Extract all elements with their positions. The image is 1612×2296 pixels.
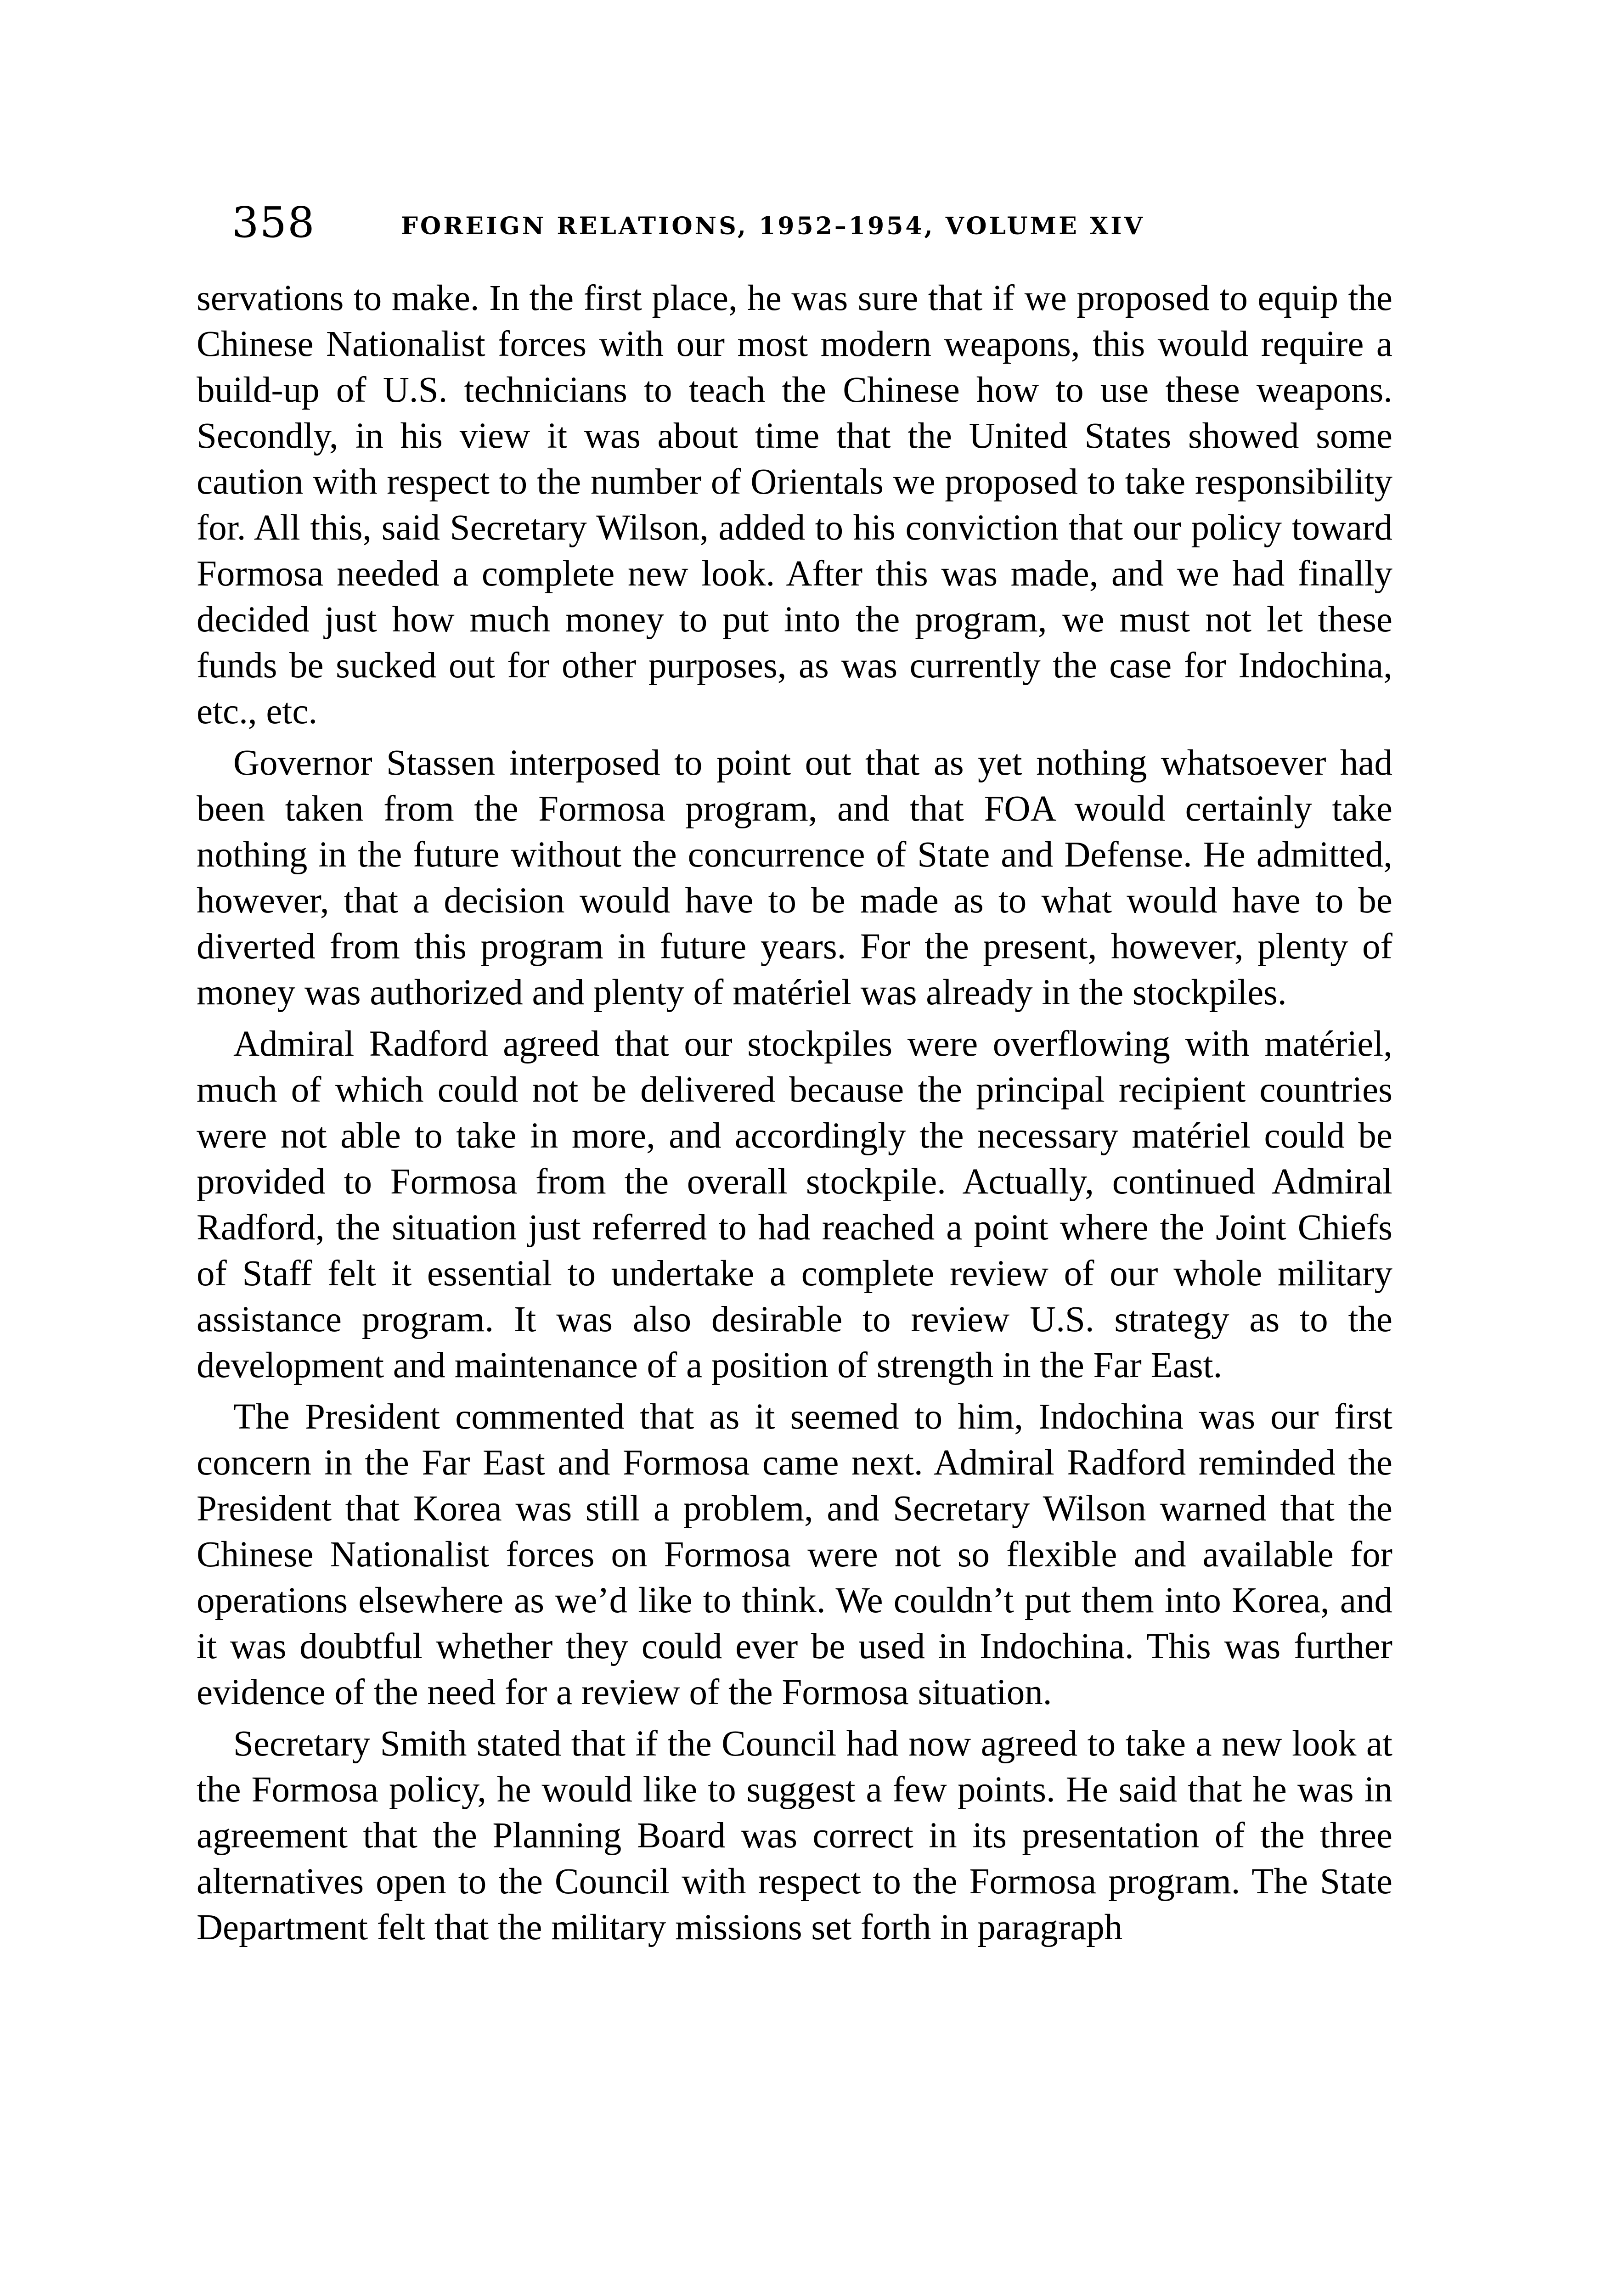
running-head: FOREIGN RELATIONS, 1952–1954, VOLUME XIV bbox=[401, 212, 1145, 240]
paragraph: Governor Stassen interposed to point out that as yet nothing whatsoever had been taken from the Formosa program, and that FOA would certainly take nothing in the future without the concurrence of State and Defense. He admitted, however, that a decision would have to be made as to what would have to be diverted from this program in future years. For the present, however, plenty of money was authorized and plenty of matériel was already in the stockpiles. bbox=[197, 743, 1392, 1013]
body-text bbox=[197, 276, 1392, 1956]
paragraph: servations to make. In the first place, he was sure that if we proposed to equip the Chinese Nationalist forces with our most modern weapons, this would require a build-up of U.S. technicians to teach the Chinese how to use these weapons. Secondly, in his view it was about time that the United States showed some caution with respect to the number of Orientals we proposed to take responsibility for. All this, said Secretary Wilson, added to his conviction that our policy toward Formosa needed a complete new look. After this was made, and we had finally decided just how much money to put into the program, we must not let these funds be sucked out for other purposes, as was currently the case for Indochina, etc., etc. bbox=[197, 278, 1392, 732]
paragraph: The President commented that as it seemed to him, Indochina was our first concern in the Far East and Formosa came next. Admiral Radford reminded the President that Korea was still a problem, and Secretary Wilson warned that the Chinese Nationalist forces on Formosa were not so flexible and available for operations elsewhere as we’d like to think. We couldn’t put them into Korea, and it was doubtful whether they could ever be used in Indochina. This was further evidence of the need for a review of the Formosa situation. bbox=[197, 1397, 1392, 1712]
paragraph: Admiral Radford agreed that our stockpiles were overflowing with matériel, much of which could not be delivered because the principal recipient countries were not able to take in more, and accordingly the necessary matériel could be provided to Formosa from the overall stockpile. Actually, continued Admiral Radford, the situation just referred to had reached a point where the Joint Chiefs of Staff felt it essential to undertake a complete review of our whole military assistance program. It was also desirable to review U.S. strategy as to the development and maintenance of a position of strength in the Far East. bbox=[197, 1024, 1392, 1385]
page-header bbox=[232, 197, 1394, 253]
paragraph: Secretary Smith stated that if the Council had now agreed to take a new look at the Formosa policy, he would like to suggest a few points. He said that he was in agreement that the Planning Board was correct in its presentation of the three alternatives open to the Council with respect to the Formosa program. The State Department felt that the military missions set forth in paragraph bbox=[197, 1724, 1392, 1947]
page-number: 358 bbox=[232, 198, 316, 247]
